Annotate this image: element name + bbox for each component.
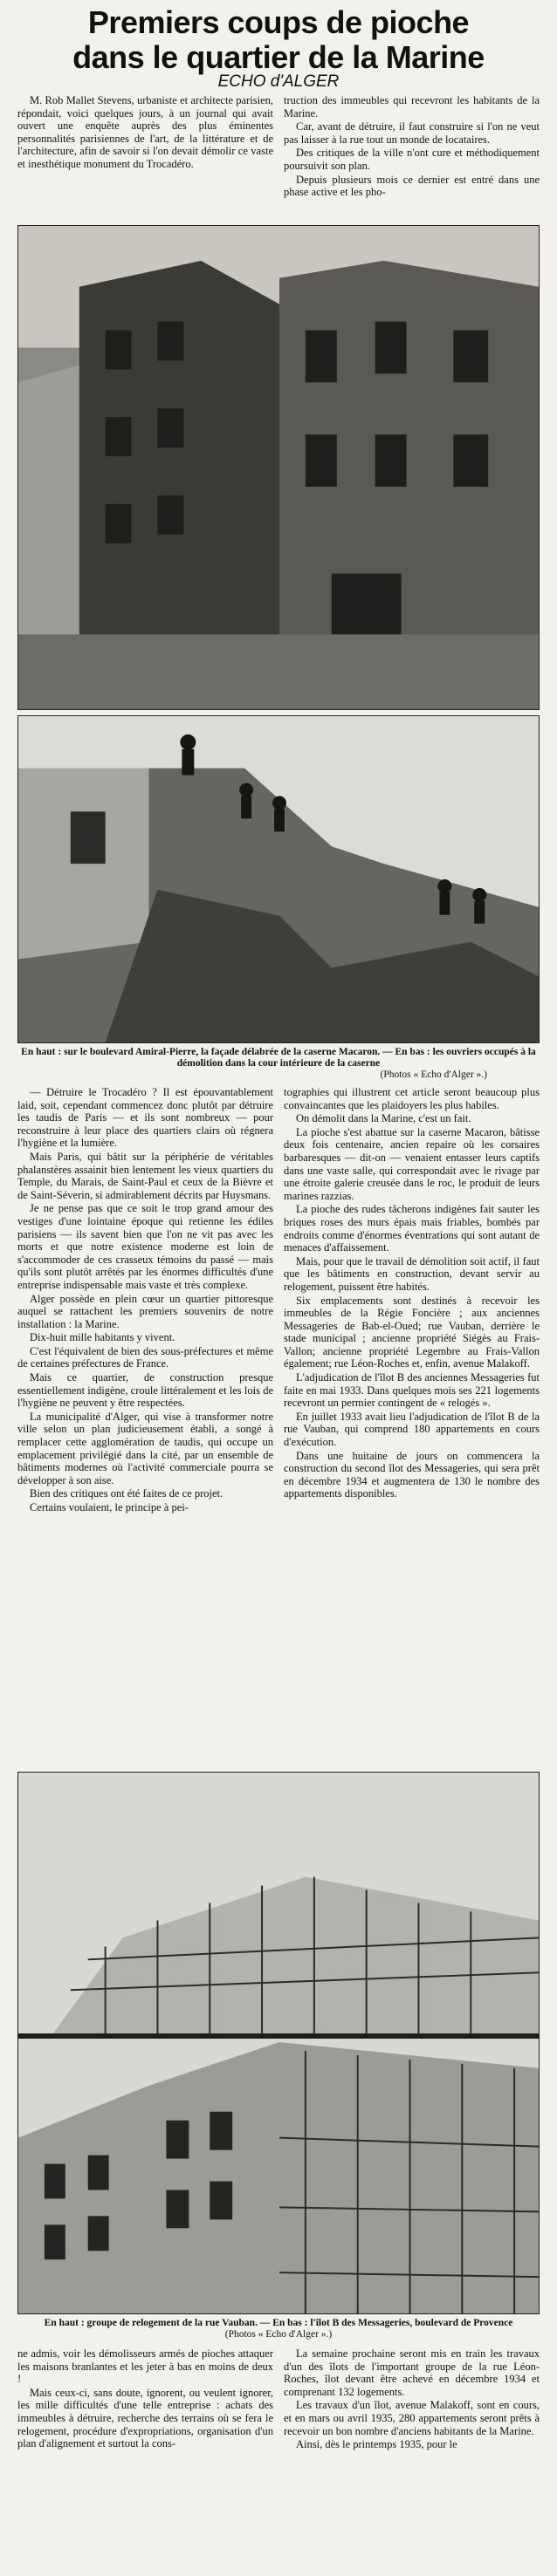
headline-line-2: dans le quartier de la Marine	[72, 39, 485, 75]
paragraph: Dans une huitaine de jours on commencera la construction du second îlot des Messageries, qui sera prêt en décembre 1934 et augmentera de 130 le nombre des appartements disponibles.	[284, 1449, 540, 1500]
photo-credit-top: (Photos « Echo d'Alger ».)	[380, 1069, 487, 1080]
paragraph: truction des immeubles qui recevront les habitants de la Marine.	[284, 94, 540, 120]
intro-right-column	[284, 94, 540, 222]
paragraph: La pioche des rudes tâcherons indigènes fait sauter les briques roses des murs épais mais friables, bombés par endroits comme d'énormes éventrations qui sont autant de menaces d'affaissement.	[284, 1203, 540, 1254]
bottom-left-column	[17, 2347, 273, 2452]
paragraph: Six emplacements sont destinés à recevoir les immeubles de la Régie Foncière ; aux anciennes Messageries de Bab-el-Oued; rue Vauban, derrière le stade municipal ; ancienne propriété Siégès au Frais-Vallon; ancienne propriété Legembre au Frais-Vallon également; rue Léon-Roches et, enfin, avenue Malakoff.	[284, 1294, 540, 1370]
paragraph: La pioche s'est abattue sur la caserne Macaron, bâtisse deux fois centenaire, ancien repaire où les corsaires barbaresques — dit-on — venaient entasser leurs captifs dans une vaste salle, qui correspondait avec le rivage par une étroite galerie creusée dans le roc, le produit de leurs marines razzias.	[284, 1125, 540, 1202]
paragraph: Les travaux d'un îlot, avenue Malakoff, sont en cours, et en mars ou avril 1935, 280 appartements seront prêts à recevoir un bon nombre d'anciens habitants de la Marine.	[284, 2399, 540, 2437]
paragraph: Dix-huit mille habitants y vivent.	[30, 1331, 175, 1344]
photo-caption-top: En haut : sur le boulevard Amiral-Pierre, la façade délabrée de la caserne Macaron. — En bas : les ouvriers occupés à la démolition dans la cour intérieure de la caserne	[21, 1047, 536, 1069]
middle-left-column	[17, 1086, 273, 1766]
paragraph: Alger possède en plein cœur un quartier pittoresque auquel se rattachent les premiers souvenirs de notre installation : la Marine.	[17, 1292, 273, 1330]
paragraph: Bien des critiques ont été faites de ce projet.	[30, 1487, 223, 1500]
headline-line-1: Premiers coups de pioche	[87, 4, 470, 40]
bottom-right-column	[284, 2347, 540, 2452]
paragraph: Depuis plusieurs mois ce dernier est entré dans une phase active et les pho-	[284, 173, 540, 199]
paragraph: Ainsi, dès le printemps 1935, pour le	[296, 2438, 457, 2451]
paragraph: La municipalité d'Alger, qui vise à transformer notre ville selon un plan judicieusement établi, a songé à remplacer cette agglomération de taudis, qui occupe un emplacement privilégié dans la cité, par un ensemble de bâtiments modernes où l'activité commerciale pourra se développer à son aise.	[17, 1410, 273, 1486]
middle-right-column	[284, 1086, 540, 1766]
intro-left-column	[17, 94, 273, 222]
bottom-columns	[17, 2347, 540, 2452]
paragraph: Certains voulaient, le principe à pei-	[30, 1501, 189, 1513]
paragraph: La semaine prochaine seront mis en train les travaux d'un des îlots de l'important groupe de la rue Léon-Roches, îlot devant être achevé en décembre 1934 et comprenant 132 logements.	[284, 2347, 540, 2398]
paragraph: ne admis, voir les démolisseurs armés de pioches attaquer les maisons branlantes et les jeter à bas en moins de deux !	[17, 2347, 273, 2386]
paragraph: — Détruire le Trocadéro ? Il est épouvantablement laid, soit, cependant commencez donc plutôt par détruire les taudis de Paris — et ils sont nombreux — pour reconstruire à leur place des quartiers clairs où régnera l'hygiène et la lumière.	[17, 1086, 273, 1150]
paragraph: Mais ceux-ci, sans doute, ignorent, ou veulent ignorer, les mille difficultés d'une telle entreprise : achats des immeubles à détruire, recherche des terrains où se fera le relogement, procédure d'expropriations, organisation d'un plan d'alignement et surtout la cons-	[17, 2386, 273, 2450]
paragraph: Des critiques de la ville n'ont cure et méthodiquement poursuivit son plan.	[284, 147, 540, 172]
paragraph: Mais Paris, qui bâtit sur la périphérie de véritables phalanstères assainit bien lentement les vieux quartiers du Temple, du Marais, de Saint-Paul et ceux de la Bièvre et de Saint-Séverin, si admirablement décrits par Huysmans.	[17, 1150, 273, 1201]
newspaper-source: ECHO d'ALGER	[217, 72, 340, 91]
photo-caption-bottom: En haut : groupe de relogement de la rue Vauban. — En bas : l'îlot B des Messageries, boulevard de Provence	[44, 2318, 513, 2328]
paragraph: En juillet 1933 avait lieu l'adjudication de l'îlot B de la rue Vauban, qui comprend 180 appartements en cours d'exécution.	[284, 1410, 540, 1449]
paragraph: Mais ce quartier, de construction presque essentiellement indigène, croule littéralement et les lois de l'hygiène ne peuvent y être respectées.	[17, 1371, 273, 1410]
paragraph: C'est l'équivalent de bien des sous-préfectures et même de certaines préfectures de France.	[17, 1344, 273, 1370]
paragraph: L'adjudication de l'îlot B des anciennes Messageries fut faite en mai 1933. Dans quelques mois ses 221 logements recevront un permier contingent de « relogés ».	[284, 1371, 540, 1410]
photo-caserne-facade	[17, 225, 540, 710]
paragraph: Car, avant de détruire, il faut construire si l'on ne veut pas laisser à la rue tout un monde de locataires.	[284, 120, 540, 146]
paragraph: tographies qui illustrent cet article seront beaucoup plus convaincantes que les plaidoyers les plus habiles.	[284, 1086, 540, 1111]
paragraph: On démolit dans la Marine, c'est un fait.	[296, 1112, 471, 1125]
paragraph: Mais, pour que le travail de démolition soit actif, il faut que les bâtiments en construction, devant servir au relogement, puissent être habités.	[284, 1254, 540, 1293]
paragraph: Je ne pense pas que ce soit le trop grand amour des vestiges d'une lointaine époque qui retienne les édiles parisiens — ils savent bien que l'on ne vit pas avec les morts et que notre existence moderne est loin de s'accommoder de ces crasseux témoins du passé — mais qu'ils sont plutôt arrêtés par les énormes difficultés d'une entreprise indispensable mais vaste et très complexe.	[17, 1202, 273, 1291]
middle-columns	[17, 1086, 540, 1766]
photo-relogement-buildings	[17, 1772, 540, 2314]
paragraph: M. Rob Mallet Stevens, urbaniste et architecte parisien, répondait, voici quelques jours, à un journal qui avait ouvert une enquête auprès des plus éminentes personnalités parisiennes de l'art, de la littérature et de l'architecture, afin de savoir si l'on devait démolir ce vaste et inesthétique monument du Trocadéro.	[17, 94, 273, 170]
photo-credit-bottom: (Photos « Echo d'Alger ».)	[224, 2329, 333, 2340]
intro-columns	[17, 94, 540, 222]
photo-demolition-courtyard	[17, 715, 540, 1043]
